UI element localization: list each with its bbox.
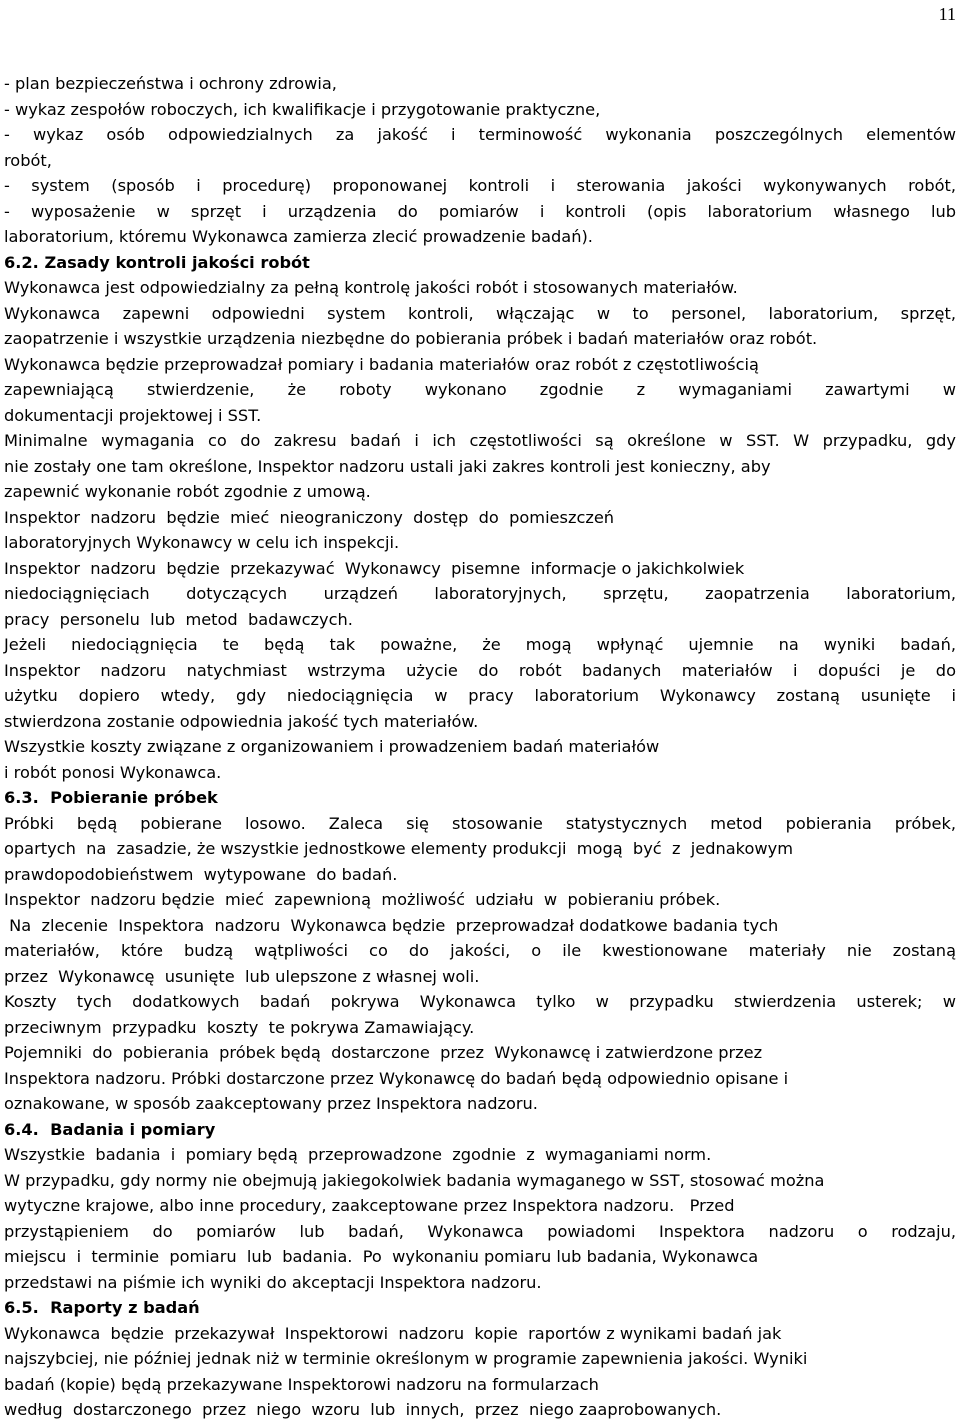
text-line: zaopatrzenie i wszystkie urządzenia niezbędne do pobierania próbek i badań materiałów oraz robót.: [4, 329, 818, 348]
section-heading: 6.3. Pobieranie próbek: [4, 788, 218, 807]
text-line: Inspektor nadzoru natychmiast wstrzyma użycie do robót badanych materiałów i dopuści je do: [4, 660, 956, 680]
text-line: - plan bezpieczeństwa i ochrony zdrowia,: [4, 74, 337, 93]
text-line: - system (sposób i procedurę) proponowanej kontroli i sterowania jakości wykonywanych robót,: [4, 176, 956, 195]
text-line: robót,: [4, 150, 52, 170]
text-line: według dostarczonego przez niego wzoru lub innych, przez niego zaaprobowanych.: [4, 1400, 722, 1419]
text-line: Próbki będą pobierane losowo. Zaleca się stosowanie statystycznych metod pobierania próbek,: [4, 813, 956, 833]
text-line: Wykonawca zapewni odpowiedni system kontroli, włączając w to personel, laboratorium, sprzęt,: [4, 303, 956, 323]
text-line: miejscu i terminie pomiaru lub badania. Po wykonaniu pomiaru lub badania, Wykonawca: [4, 1247, 759, 1266]
text-line: prawdopodobieństwem wytypowane do badań.: [4, 864, 398, 884]
text-line: - wykaz osób odpowiedzialnych za jakość i terminowość wykonania poszczególnych elementów: [4, 125, 956, 144]
text-line: oznakowane, w sposób zaakceptowany przez Inspektora nadzoru.: [4, 1094, 538, 1113]
text-line: Inspektora nadzoru. Próbki dostarczone przez Wykonawcę do badań będą odpowiednio opisane i: [4, 1068, 789, 1088]
text-line: zapewniającą stwierdzenie, że roboty wykonano zgodnie z wymaganiami zawartymi w: [4, 380, 956, 399]
text-line: opartych na zasadzie, że wszystkie jednostkowe elementy produkcji mogą być z jednakowym: [4, 839, 793, 858]
text-line: wytyczne krajowe, albo inne procedury, zaakceptowane przez Inspektora nadzoru. Przed: [4, 1196, 735, 1215]
text-line: Wykonawca będzie przeprowadzał pomiary i badania materiałów oraz robót z częstotliwością: [4, 354, 759, 374]
text-line: zapewnić wykonanie robót zgodnie z umową.: [4, 482, 371, 501]
text-line: Minimalne wymagania co do zakresu badań i ich częstotliwości są określone w SST. W przypadku, gdy: [4, 431, 956, 450]
text-line: Wykonawca jest odpowiedzialny za pełną kontrolę jakości robót i stosowanych materiałów.: [4, 278, 738, 297]
text-line: Inspektor nadzoru będzie przekazywać Wykonawcy pisemne informacje o jakichkolwiek: [4, 558, 745, 578]
page-number: 11: [938, 4, 956, 24]
text-line: dokumentacji projektowej i SST.: [4, 405, 262, 425]
text-line: Wszystkie koszty związane z organizowaniem i prowadzeniem badań materiałów: [4, 737, 660, 756]
text-line: Jeżeli niedociągnięcia te będą tak poważne, że mogą wpłynąć ujemnie na wyniki badań,: [4, 635, 956, 654]
section-heading: 6.2. Zasady kontroli jakości robót: [4, 252, 310, 272]
section-heading: 6.4. Badania i pomiary: [4, 1119, 216, 1139]
text-line: W przypadku, gdy normy nie obejmują jakiegokolwiek badania wymaganego w SST, stosować można: [4, 1170, 825, 1190]
text-line: Na zlecenie Inspektora nadzoru Wykonawca będzie przeprowadzał dodatkowe badania tych: [4, 915, 779, 935]
text-line: materiałów, które budzą wątpliwości co do jakości, o ile kwestionowane materiały nie zostaną: [4, 941, 956, 960]
text-line: Wykonawca będzie przekazywał Inspektorowi nadzoru kopie raportów z wynikami badań jak: [4, 1323, 782, 1343]
text-line: Inspektor nadzoru będzie mieć zapewnioną możliwość udziału w pobieraniu próbek.: [4, 890, 721, 909]
text-line: Koszty tych dodatkowych badań pokrywa Wykonawca tylko w przypadku stwierdzenia usterek; w: [4, 992, 956, 1011]
text-line: przedstawi na piśmie ich wyniki do akceptacji Inspektora nadzoru.: [4, 1272, 542, 1292]
text-line: - wykaz zespołów roboczych, ich kwalifikacje i przygotowanie praktyczne,: [4, 99, 601, 119]
text-line: i robót ponosi Wykonawca.: [4, 762, 222, 782]
text-line: badań (kopie) będą przekazywane Inspektorowi nadzoru na formularzach: [4, 1374, 599, 1394]
text-line: Wszystkie badania i pomiary będą przeprowadzone zgodnie z wymaganiami norm.: [4, 1145, 712, 1164]
text-line: Inspektor nadzoru będzie mieć nieograniczony dostęp do pomieszczeń: [4, 507, 615, 527]
text-line: niedociągnięciach dotyczących urządzeń laboratoryjnych, sprzętu, zaopatrzenia laboratorium,: [4, 584, 956, 603]
text-line: laboratorium, któremu Wykonawca zamierza zlecić prowadzenie badań).: [4, 227, 593, 246]
text-line: laboratoryjnych Wykonawcy w celu ich inspekcji.: [4, 533, 400, 552]
text-line: przeciwnym przypadku koszty te pokrywa Zamawiający.: [4, 1017, 475, 1037]
text-line: nie zostały one tam określone, Inspektor nadzoru ustali jaki zakres kontroli jest konieczny, aby: [4, 456, 771, 476]
text-line: przez Wykonawcę usunięte lub ulepszone z własnej woli.: [4, 966, 480, 986]
text-line: użytku dopiero wtedy, gdy niedociągnięcia w pracy laboratorium Wykonawcy zostaną usunięte i: [4, 686, 956, 705]
document-body: [4, 71, 956, 1423]
text-line: Pojemniki do pobierania próbek będą dostarczone przez Wykonawcę i zatwierdzone przez: [4, 1043, 763, 1062]
text-line: stwierdzona zostanie odpowiednia jakość tych materiałów.: [4, 711, 479, 731]
text-line: - wyposażenie w sprzęt i urządzenia do pomiarów i kontroli (opis laboratorium własnego lub: [4, 201, 956, 221]
text-line: pracy personelu lub metod badawczych.: [4, 609, 353, 629]
text-line: przystąpieniem do pomiarów lub badań, Wykonawca powiadomi Inspektora nadzoru o rodzaju,: [4, 1221, 956, 1241]
section-heading: 6.5. Raporty z badań: [4, 1298, 200, 1317]
text-line: najszybciej, nie później jednak niż w terminie określonym w programie zapewnienia jakości. Wyniki: [4, 1349, 808, 1368]
